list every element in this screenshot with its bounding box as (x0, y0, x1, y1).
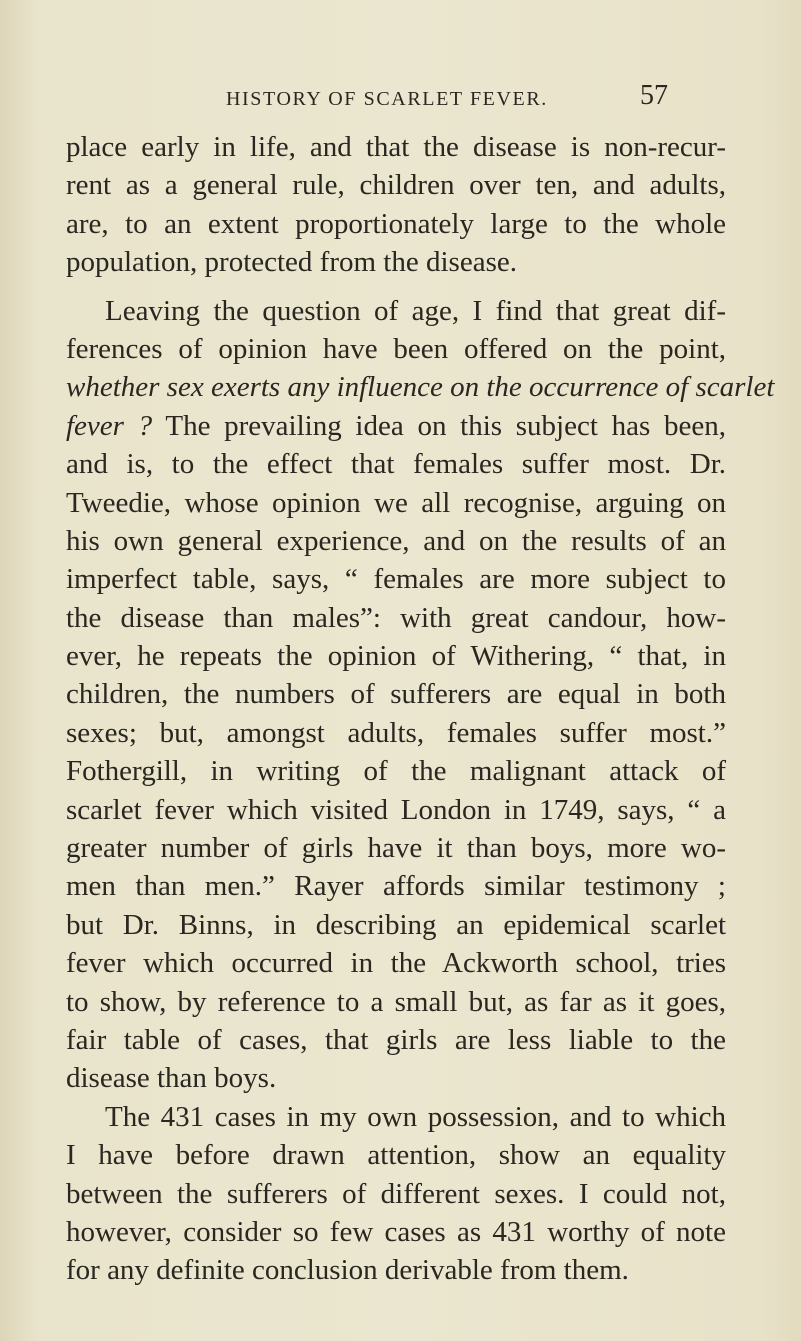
text-line: Leaving the question of age, I find that great dif- (105, 294, 726, 327)
text-fragment: The prevailing idea on this subject has been, (152, 409, 726, 442)
text-line: greater number of girls have it than boys, more wo- (66, 832, 726, 865)
text-line (66, 407, 726, 445)
text-line: ferences of opinion have been offered on the point, (66, 332, 726, 365)
paragraph-1 (66, 128, 726, 282)
text-line: his own general experience, and on the results of an (66, 524, 726, 557)
text-line: imperfect table, says, “ females are more subject to (66, 563, 726, 596)
text-line: scarlet fever which visited London in 1749, says, “ a (66, 793, 726, 826)
text-line: Tweedie, whose opinion we all recognise, arguing on (66, 486, 726, 519)
italic-question-end: fever ? (66, 409, 153, 442)
text-line: but Dr. Binns, in describing an epidemical scarlet (66, 908, 726, 941)
text-line: and is, to the effect that females suffer most. Dr. (66, 448, 726, 481)
text-line: men than men.” Rayer affords similar testimony ; (66, 870, 726, 903)
text-line: to show, by reference to a small but, as far as it goes, (66, 985, 726, 1018)
text-line: rent as a general rule, children over ten, and adults, (66, 169, 726, 202)
text-line: ever, he repeats the opinion of Withering, “ that, in (66, 640, 726, 673)
italic-question-line: whether sex exerts any influence on the occurrence of scarlet (66, 371, 775, 404)
running-title: HISTORY OF SCARLET FEVER. (226, 88, 548, 110)
text-line: the disease than males”: with great candour, how- (66, 601, 726, 634)
page-number: 57 (640, 80, 668, 111)
text-line: for any definite conclusion derivable from them. (66, 1254, 629, 1287)
text-line: however, consider so few cases as 431 worthy of note (66, 1215, 726, 1248)
text-line: Fothergill, in writing of the malignant attack of (66, 755, 726, 788)
text-line: fever which occurred in the Ackworth school, tries (66, 947, 726, 980)
paragraph-3 (66, 1098, 726, 1290)
text-line: between the sufferers of different sexes. I could not, (66, 1177, 726, 1210)
body-text (66, 128, 775, 1290)
text-line: are, to an extent proportionately large to the whole (66, 207, 726, 240)
text-line: population, protected from the disease. (66, 246, 517, 279)
text-line: sexes; but, amongst adults, females suffer most.” (66, 716, 726, 749)
text-line: fair table of cases, that girls are less liable to the (66, 1023, 726, 1056)
text-line: place early in life, and that the disease is non-recur- (66, 131, 726, 163)
running-head (0, 80, 801, 116)
text-line: disease than boys. (66, 1062, 277, 1095)
text-line: I have before drawn attention, show an equality (66, 1139, 726, 1172)
text-line: The 431 cases in my own possession, and to which (105, 1100, 726, 1133)
text-line: children, the numbers of sufferers are equal in both (66, 678, 726, 711)
paragraph-2 (66, 292, 775, 1098)
